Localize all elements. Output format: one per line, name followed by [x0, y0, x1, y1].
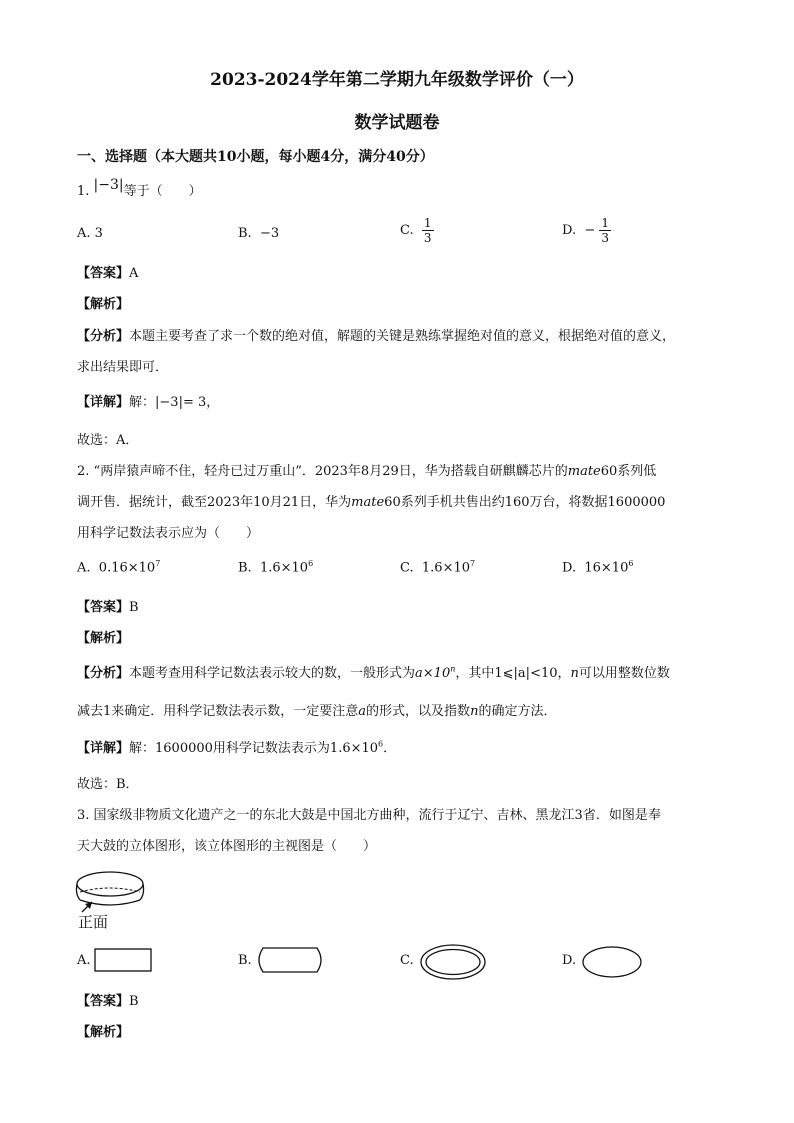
minus-sign: −: [584, 223, 596, 238]
option-value: 0.16×10: [98, 560, 156, 576]
drum-figure: [72, 866, 152, 916]
answer-tag: 【答案】: [77, 600, 130, 615]
option-d: [562, 216, 611, 245]
option-b: [238, 226, 279, 241]
exponent: 6: [308, 559, 314, 568]
drum-top-ellipse: [77, 872, 143, 896]
option-label: C.: [400, 560, 414, 576]
xiangjie-text: 解：1600000用科学记数法表示为: [129, 741, 330, 756]
option-label: A.: [77, 560, 91, 576]
math-var: n: [470, 704, 479, 719]
option-b-label: B.: [238, 953, 252, 968]
xiangjie-tag: 【详解】: [77, 741, 130, 756]
fraction: [599, 216, 611, 245]
option-label: C.: [400, 223, 414, 238]
answer-line: [77, 596, 139, 615]
fraction: [422, 216, 434, 245]
option-d-ellipse: [580, 943, 646, 981]
option-a: [77, 559, 160, 575]
xiangjie-text: 解：: [129, 395, 156, 410]
question-text: 等于（ ）: [123, 184, 202, 199]
option-c-label: C.: [400, 953, 414, 968]
option-d-label: D.: [562, 953, 577, 968]
option-c-double-ellipse: [418, 942, 488, 982]
fenxi-line-2: 求出结果即可．: [77, 360, 169, 375]
fenxi-text: ，其中: [455, 666, 495, 681]
math-expression: a×10: [415, 666, 451, 681]
option-label: D.: [562, 560, 577, 576]
fenxi-text: 可以用整数位数: [578, 666, 670, 681]
exponent: 7: [470, 559, 476, 568]
analysis-tag: 【解析】: [77, 631, 130, 646]
option-value: 16×10: [584, 560, 629, 576]
option-a-rectangle: [93, 947, 155, 975]
question-number: 3.: [77, 808, 90, 823]
answer-value: A: [129, 266, 139, 281]
analysis-tag: 【解析】: [77, 297, 130, 312]
option-c: [400, 216, 434, 245]
question-2-line-1: [77, 460, 656, 479]
fenxi-text: 的形式，以及指数: [366, 704, 471, 719]
math-var: a: [358, 704, 367, 719]
exponent: 6: [628, 559, 634, 568]
choose-line: 故选：B．: [77, 777, 139, 792]
answer-line: [77, 990, 139, 1009]
numerator: 1: [423, 216, 432, 230]
fenxi-line: [77, 662, 670, 681]
option-value: −3: [259, 226, 280, 241]
page-title: 2023-2024学年第二学期九年级数学评价（一）: [210, 70, 584, 90]
option-value: 1.6×10: [259, 560, 309, 576]
question-text: 60系列低: [600, 464, 657, 479]
option-c: [400, 559, 475, 575]
drum-hidden-line: [80, 888, 140, 892]
math-var: n: [570, 666, 579, 681]
xiangjie-line: [77, 391, 219, 410]
question-text: 国家级非物质文化遗产之一的东北大鼓是中国北方曲种，流行于辽宁、吉林、黑龙江3省．如图是奉: [93, 808, 661, 823]
option-value: 1.6×10: [421, 560, 470, 576]
page-subtitle: 数学试题卷: [354, 113, 440, 133]
fenxi-line-2: [77, 700, 556, 719]
option-b: [238, 559, 313, 575]
exponent: 6: [378, 739, 384, 749]
option-label: D.: [562, 223, 577, 238]
choose-line: 故选：A．: [77, 433, 139, 448]
denominator: 3: [601, 231, 610, 245]
front-label: 正面: [78, 913, 109, 931]
xiangjie-line: [77, 737, 396, 756]
question-2-line-3: 用科学记数法表示应为（ ）: [77, 526, 260, 541]
section-heading: 一、选择题（本大题共10小题，每小题4分，满分40分）: [77, 149, 434, 165]
fenxi-text: 本题考查用科学记数法表示较大的数，一般形式为: [129, 666, 416, 681]
numerator: 1: [601, 216, 610, 230]
answer-line: [77, 262, 138, 281]
analysis-tag: 【解析】: [77, 1025, 130, 1040]
answer-tag: 【答案】: [77, 994, 130, 1009]
fenxi-text: 本题主要考查了求一个数的绝对值，解题的关键是熟练掌握绝对值的意义，根据绝对值的意义，: [129, 329, 676, 344]
question-3-line-1: [77, 804, 661, 823]
answer-value: B: [129, 994, 139, 1009]
question-2-line-2: [77, 491, 665, 510]
xiangjie-tag: 【详解】: [77, 395, 130, 410]
fenxi-text: 减去1来确定．用科学记数法表示数，一定要注意: [77, 704, 359, 719]
answer-tag: 【答案】: [77, 266, 130, 281]
fenxi-tag: 【分析】: [77, 329, 130, 344]
option-a: A. 3: [77, 226, 103, 241]
option-label: B.: [238, 226, 252, 241]
exponent: 7: [155, 559, 161, 568]
question-text: 60系列手机共售出约160万台，将数据1600000: [384, 495, 666, 510]
math-expression: 1⩽|a|<10: [494, 666, 558, 681]
question-text: 调开售．据统计，截至2023年10月21日，华为: [77, 495, 352, 510]
option-label: B.: [238, 560, 252, 576]
fenxi-text: ，: [557, 666, 571, 681]
option-a-label: A.: [77, 953, 91, 968]
exponent: n: [450, 664, 456, 674]
question-number: 2.: [77, 464, 90, 479]
xiangjie-text: ．: [383, 741, 397, 756]
question-3-line-2: 天大鼓的立体图形，该立体图形的主视图是（ ）: [77, 839, 377, 854]
xiangjie-expression: |−3|= 3，: [155, 395, 220, 410]
abs-expression: |−3|: [93, 177, 124, 193]
option-b-barrel-shape: [255, 945, 327, 977]
option-d: [562, 559, 633, 575]
math-expression: 1.6×10: [329, 741, 379, 756]
math-var: mate: [351, 495, 385, 510]
answer-value: B: [129, 600, 139, 615]
math-var: mate: [567, 464, 601, 479]
denominator: 3: [423, 231, 432, 245]
fenxi-line: [77, 325, 675, 344]
fenxi-text: 的确定方法．: [478, 704, 557, 719]
question-text: “两岸猿声啼不住，轻舟已过万重山”．2023年8月29日，华为搭载自研麒麟芯片的: [93, 464, 568, 479]
question-number: 1.: [77, 184, 90, 199]
question-1-stem: [77, 177, 202, 199]
fenxi-tag: 【分析】: [77, 666, 130, 681]
